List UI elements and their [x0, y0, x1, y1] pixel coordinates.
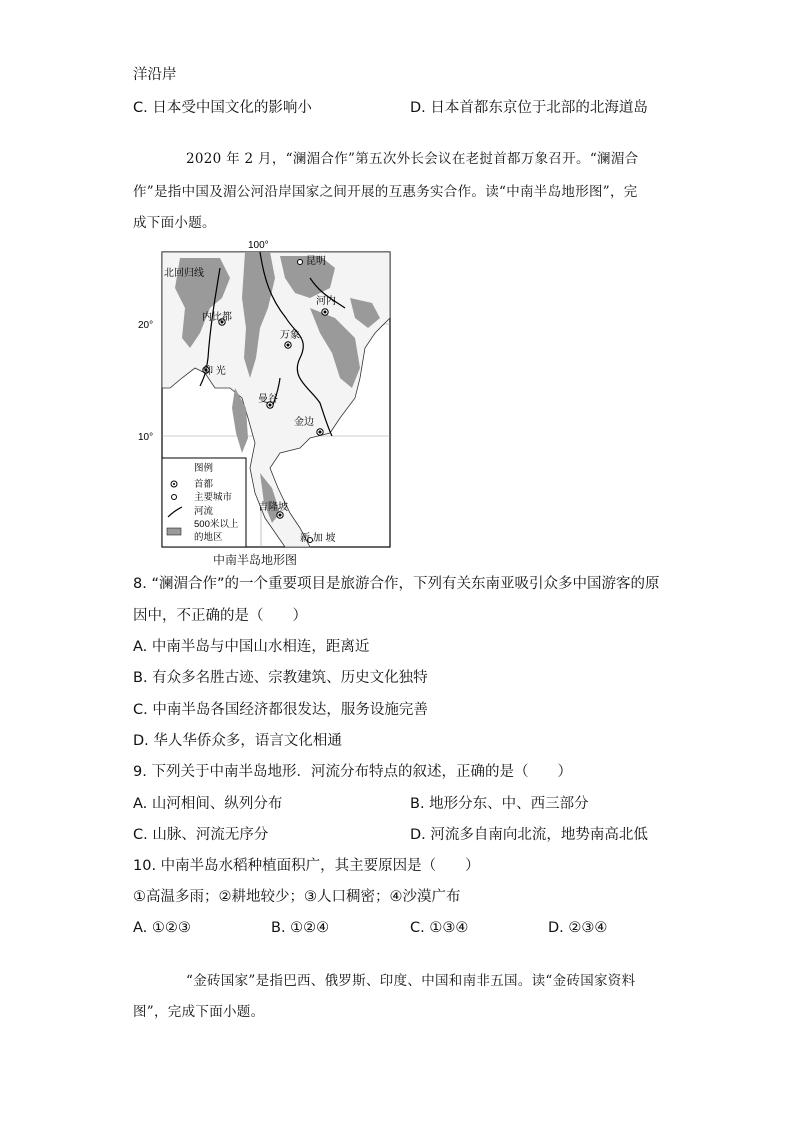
- q10-option-b[interactable]: B. ①②④: [271, 920, 330, 936]
- prev-option-d: D. 日本首都东京位于北部的北海道岛: [410, 100, 648, 116]
- city-hanoi: 河内: [316, 296, 336, 307]
- brics-line-1: “金砖国家”是指巴西、俄罗斯、印度、中国和南非五国。读“金砖国家资料: [186, 973, 636, 989]
- q10-option-d[interactable]: D. ②③④: [548, 920, 608, 936]
- q10-option-c[interactable]: C. ①③④: [410, 920, 469, 936]
- map-legend: [162, 458, 246, 547]
- lon-100-label: 100°: [248, 240, 269, 251]
- q9-option-a[interactable]: A. 山河相间、纵列分布: [133, 796, 283, 812]
- legend-river: 河流: [194, 506, 214, 517]
- q10-stem: 10. 中南半岛水稻种植面积广，其主要原因是（ ）: [133, 858, 480, 874]
- city-vientiane: 万象: [280, 330, 300, 341]
- indochina-terrain-map: [138, 238, 392, 550]
- q9-option-d[interactable]: D. 河流多自南向北流，地势南高北低: [410, 827, 648, 843]
- legend-elevation-1: 500米以上: [194, 519, 239, 530]
- q9-option-b[interactable]: B. 地形分东、中、西三部分: [410, 796, 589, 812]
- q8-stem-2: 因中，不正确的是（ ）: [133, 608, 307, 624]
- lat-10-label: 10°: [138, 432, 154, 443]
- brics-line-2: 图”，完成下面小题。: [133, 1004, 265, 1020]
- legend-title: 图例: [194, 463, 214, 474]
- q10-option-a[interactable]: A. ①②③: [133, 920, 191, 936]
- map-caption: 中南半岛地形图: [213, 553, 298, 567]
- intro-line-3: 成下面小题。: [133, 215, 216, 231]
- tropic-label: 北回归线: [164, 268, 204, 279]
- legend-elevation-2: 的地区: [194, 532, 223, 543]
- city-phnompenh: 金边: [294, 417, 314, 428]
- q8-option-a[interactable]: A. 中南半岛与中国山水相连，距离近: [133, 639, 370, 655]
- city-bangkok: 曼谷: [258, 394, 278, 405]
- intro-line-1: 2020 年 2 月，“澜湄合作”第五次外长会议在老挝首都万象召开。“澜湄合: [186, 151, 639, 167]
- q9-stem: 9. 下列关于中南半岛地形．河流分布特点的叙述，正确的是（ ）: [133, 764, 572, 780]
- city-yangon: 仰 光: [203, 366, 226, 377]
- prev-option-c: C. 日本受中国文化的影响小: [133, 100, 312, 116]
- q10-statements: ①高温多雨；②耕地较少；③人口稠密；④沙漠广布: [133, 889, 461, 905]
- prev-question-continuation: 洋沿岸: [133, 67, 177, 83]
- q9-option-c[interactable]: C. 山脉、河流无序分: [133, 827, 269, 843]
- q8-option-c[interactable]: C. 中南半岛各国经济都很发达，服务设施完善: [133, 702, 428, 718]
- q8-option-d[interactable]: D. 华人华侨众多，语言文化相通: [133, 733, 342, 749]
- city-kunming: 昆明: [306, 256, 326, 267]
- intro-line-2: 作”是指中国及湄公河沿岸国家之间开展的互惠务实合作。读“中南半岛地形图”，完: [133, 184, 638, 200]
- lat-20-label: 20°: [138, 320, 154, 331]
- city-singapore: 新 加 坡: [300, 533, 336, 544]
- legend-city: 主要城市: [194, 492, 233, 503]
- q8-option-b[interactable]: B. 有众多名胜古迹、宗教建筑、历史文化独特: [133, 670, 428, 686]
- city-kualalumpur: 吉隆坡: [258, 502, 288, 513]
- city-naypyidaw: 内比都: [202, 312, 232, 323]
- q8-stem-1: 8. “澜湄合作”的一个重要项目是旅游合作，下列有关东南亚吸引众多中国游客的原: [133, 576, 660, 592]
- legend-capital: 首都: [194, 479, 214, 490]
